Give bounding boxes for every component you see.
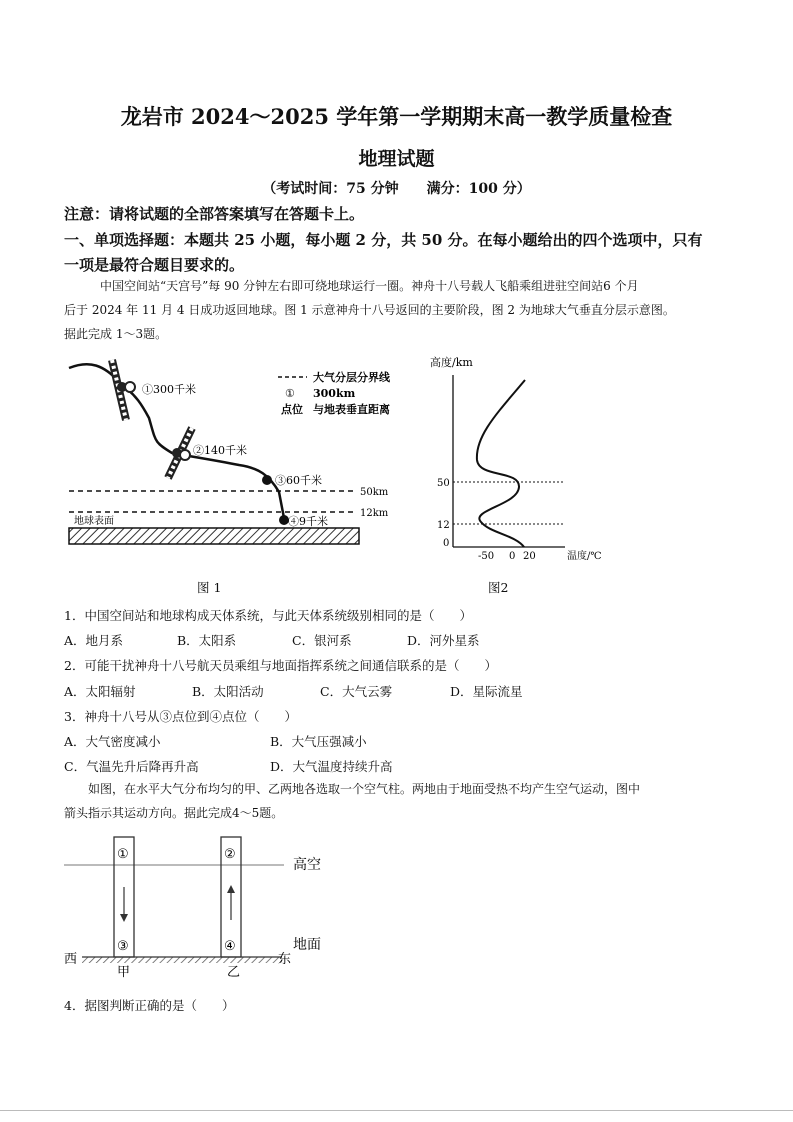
point3-label: ③60千米 xyxy=(275,474,322,487)
passage1-line1: 中国空间站“天宫号”每 90 分钟左右即可绕地球运行一圈。神舟十八号载人飞船乘组进驻空间站6 个月 xyxy=(100,279,639,293)
passage1-line2: 后于 2024 年 11 月 4 日成功返回地球。图 1 示意神舟十八号返回的主要阶段，图 2 为地球大气垂直分层示意图。 xyxy=(64,303,675,317)
circle-4: ④ xyxy=(224,939,236,954)
q1-option-a[interactable]: A．地月系 xyxy=(64,633,124,648)
passage2-line1: 如图，在水平大气分布均匀的甲、乙两地各选取一个空气柱。两地由于地面受热不均产生空气运动，图中 xyxy=(88,782,641,796)
section1-heading-line2: 一项是最符合题目要求的。 xyxy=(64,256,245,274)
earth-surface xyxy=(69,528,359,544)
fig2-tick-0: 0 xyxy=(443,538,450,549)
page-bottom-divider xyxy=(0,1110,793,1111)
q2-option-a[interactable]: A．太阳辐射 xyxy=(64,684,136,699)
figure3-air-columns xyxy=(64,832,354,982)
section1-heading-line1: 一、单项选择题：本题共 25 小题，每小题 2 分，共 50 分。在每小题给出的四个选项中，只有 xyxy=(64,231,703,249)
fig2-xtick-20: 20 xyxy=(523,551,536,562)
notice: 注意：请将试题的全部答案填写在答题卡上。 xyxy=(64,205,365,223)
passage1-line3: 据此完成 1～3题。 xyxy=(64,327,168,341)
point2-label: ②140千米 xyxy=(193,444,247,457)
jia-label: 甲 xyxy=(117,965,131,980)
legend-distance: 300km xyxy=(313,387,356,400)
label-12km: 12km xyxy=(360,508,389,519)
figure1-diagram xyxy=(64,350,404,570)
legend-point: 点位 xyxy=(281,403,303,416)
east-label: 东 xyxy=(278,952,292,967)
q3-stem: 3．神舟十八号从③点位到④点位（ ） xyxy=(64,709,297,724)
paper-title: 龙岩市 2024～2025 学年第一学期期末高一教学质量检查 xyxy=(120,104,673,129)
satellite-icon-1 xyxy=(112,360,135,420)
q2-stem: 2．可能干扰神舟十八号航天员乘组与地面指挥系统之间通信联系的是（ ） xyxy=(64,658,497,673)
passage2-line2: 箭头指示其运动方向。据此完成4～5题。 xyxy=(64,806,284,820)
legend-line-label: 大气分层分界线 xyxy=(313,371,390,384)
circle-2: ② xyxy=(224,847,236,862)
q3-option-a[interactable]: A．大气密度减小 xyxy=(64,734,161,749)
paper-subtitle: 地理试题 xyxy=(358,148,435,170)
q4-stem: 4．据图判断正确的是（ ） xyxy=(64,998,235,1013)
circle-1: ① xyxy=(117,847,129,862)
q1-option-c[interactable]: C．银河系 xyxy=(292,633,352,648)
fig2-xtick-0: 0 xyxy=(509,551,516,562)
yi-label: 乙 xyxy=(227,965,241,980)
fig2-tick-50: 50 xyxy=(437,478,450,489)
q2-option-c[interactable]: C．大气云雾 xyxy=(320,684,393,699)
legend-desc: 与地表垂直距离 xyxy=(313,403,390,416)
point4-label: ④9千米 xyxy=(288,515,328,528)
q3-option-b[interactable]: B．大气压强减小 xyxy=(270,734,367,749)
legend-circle: ① xyxy=(285,387,295,400)
q1-option-b[interactable]: B．太阳系 xyxy=(177,633,237,648)
figure2-caption: 图2 xyxy=(488,580,509,595)
figure2-chart xyxy=(420,350,620,565)
circle-3: ③ xyxy=(117,939,129,954)
q2-option-d[interactable]: D．星际流星 xyxy=(450,684,523,699)
q3-option-d[interactable]: D．大气温度持续升高 xyxy=(270,759,393,774)
fig2-xtick-m50: -50 xyxy=(478,551,495,562)
point1-label: ①300千米 xyxy=(142,383,196,396)
q1-option-d[interactable]: D．河外星系 xyxy=(407,633,480,648)
ground-label: 地面 xyxy=(293,937,321,953)
temperature-curve xyxy=(477,380,525,547)
figure1-caption: 图 1 xyxy=(197,580,222,595)
q3-option-c[interactable]: C．气温先升后降再升高 xyxy=(64,759,199,774)
fig2-xlabel: 温度/℃ xyxy=(567,551,602,562)
q2-option-b[interactable]: B．太阳活动 xyxy=(192,684,264,699)
fig2-tick-12: 12 xyxy=(437,520,450,531)
west-label: 西 xyxy=(64,952,78,967)
exam-info: （考试时间：75 分钟 满分：100 分） xyxy=(262,181,531,197)
q1-stem: 1．中国空间站和地球构成天体系统，与此天体系统级别相同的是（ ） xyxy=(64,608,472,623)
ground-hatch xyxy=(82,957,282,963)
fig2-ylabel: 高度/km xyxy=(430,356,473,369)
surface-label: 地球表面 xyxy=(74,516,114,527)
label-50km: 50km xyxy=(360,487,389,498)
high-altitude-label: 高空 xyxy=(293,857,321,873)
point3-marker xyxy=(262,475,272,485)
